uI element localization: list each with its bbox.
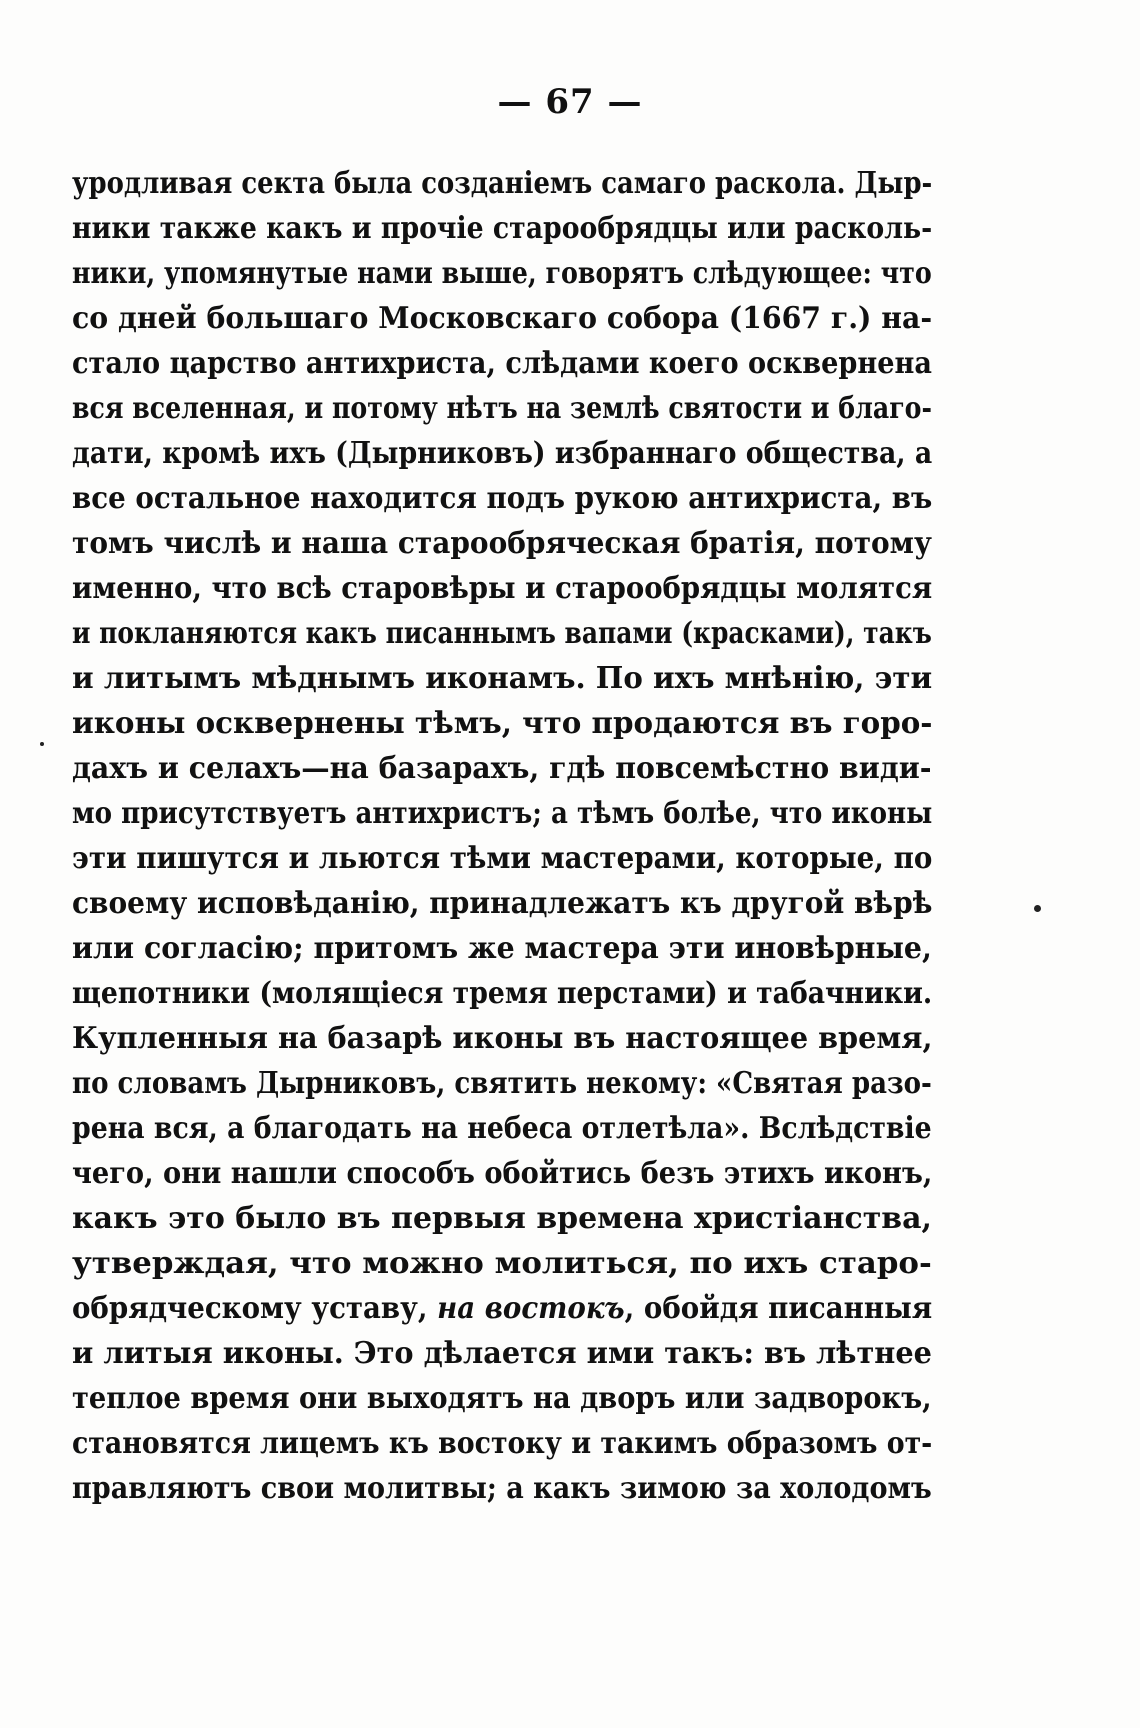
text-line: чего, они нашли способъ обойтись безъ этихъ иконъ, — [72, 1155, 932, 1190]
text-line: вся вселенная, и потому нѣтъ на землѣ святости и благо- — [72, 390, 932, 425]
body-text — [72, 160, 932, 1510]
italic-phrase: на востокъ — [437, 1290, 625, 1325]
text-line: теплое время они выходятъ на дворъ или задворокъ, — [72, 1380, 932, 1415]
text-line: именно, что всѣ старовѣры и старообрядцы молятся — [72, 570, 932, 605]
text-line: по словамъ Дырниковъ, святить некому: «Святая разо- — [72, 1065, 932, 1100]
text-line: со дней большаго Московскаго собора (1667 г.) на- — [72, 300, 932, 335]
text-line: своему исповѣданію, принадлежатъ къ другой вѣрѣ — [72, 885, 932, 920]
text-line: ники также какъ и прочіе старообрядцы или расколь- — [72, 210, 932, 245]
text-line: какъ это было въ первыя времена христіанства, — [72, 1200, 932, 1235]
text-line: Купленныя на базарѣ иконы въ настоящее время, — [72, 1020, 932, 1055]
text-line: утверждая, что можно молиться, по ихъ старо- — [72, 1245, 932, 1280]
text-line: и литыя иконы. Это дѣлается ими такъ: въ лѣтнее — [72, 1335, 932, 1370]
text-line: стало царство антихриста, слѣдами коего осквернена — [72, 345, 932, 380]
text-line: рена вся, а благодать на небеса отлетѣла». Вслѣдствіе — [72, 1110, 932, 1145]
text-line: правляютъ свои молитвы; а какъ зимою за холодомъ — [72, 1470, 932, 1505]
ink-speck — [40, 742, 44, 746]
text-line: ники, упомянутые нами выше, говорятъ слѣдующее: что — [72, 255, 932, 290]
text-line: становятся лицемъ къ востоку и такимъ образомъ от- — [72, 1425, 932, 1460]
ink-speck — [1034, 905, 1041, 912]
text-line: мо присутствуетъ антихристъ; а тѣмъ болѣе, что иконы — [72, 795, 932, 830]
text-line-with-italic — [72, 1285, 932, 1330]
text-line: или согласію; притомъ же мастера эти иновѣрные, — [72, 930, 932, 965]
text-line: щепотники (молящіеся тремя перстами) и табачники. — [72, 975, 932, 1010]
text-line: дахъ и селахъ—на базарахъ, гдѣ повсемѣстно види- — [72, 750, 932, 785]
text-line: томъ числѣ и наша старообряческая братія, потому — [72, 525, 932, 560]
text-line: все остальное находится подъ рукою антихриста, въ — [72, 480, 932, 515]
text-line: дати, кромѣ ихъ (Дырниковъ) избраннаго общества, а — [72, 435, 932, 470]
text-line: и покланяются какъ писаннымъ вапами (красками), такъ — [72, 615, 932, 650]
text-line: и литымъ мѣднымъ иконамъ. По ихъ мнѣнію, эти — [72, 660, 932, 695]
text-segment: , обойдя писанныя — [624, 1290, 932, 1325]
text-line: уродливая секта была созданіемъ самаго раскола. Дыр- — [72, 165, 932, 200]
text-segment: обрядческому уставу, — [72, 1290, 428, 1325]
page-number: — 67 — — [497, 82, 643, 122]
text-line: иконы осквернены тѣмъ, что продаются въ горо- — [72, 705, 932, 740]
text-line: эти пишутся и льются тѣми мастерами, которые, по — [72, 840, 932, 875]
